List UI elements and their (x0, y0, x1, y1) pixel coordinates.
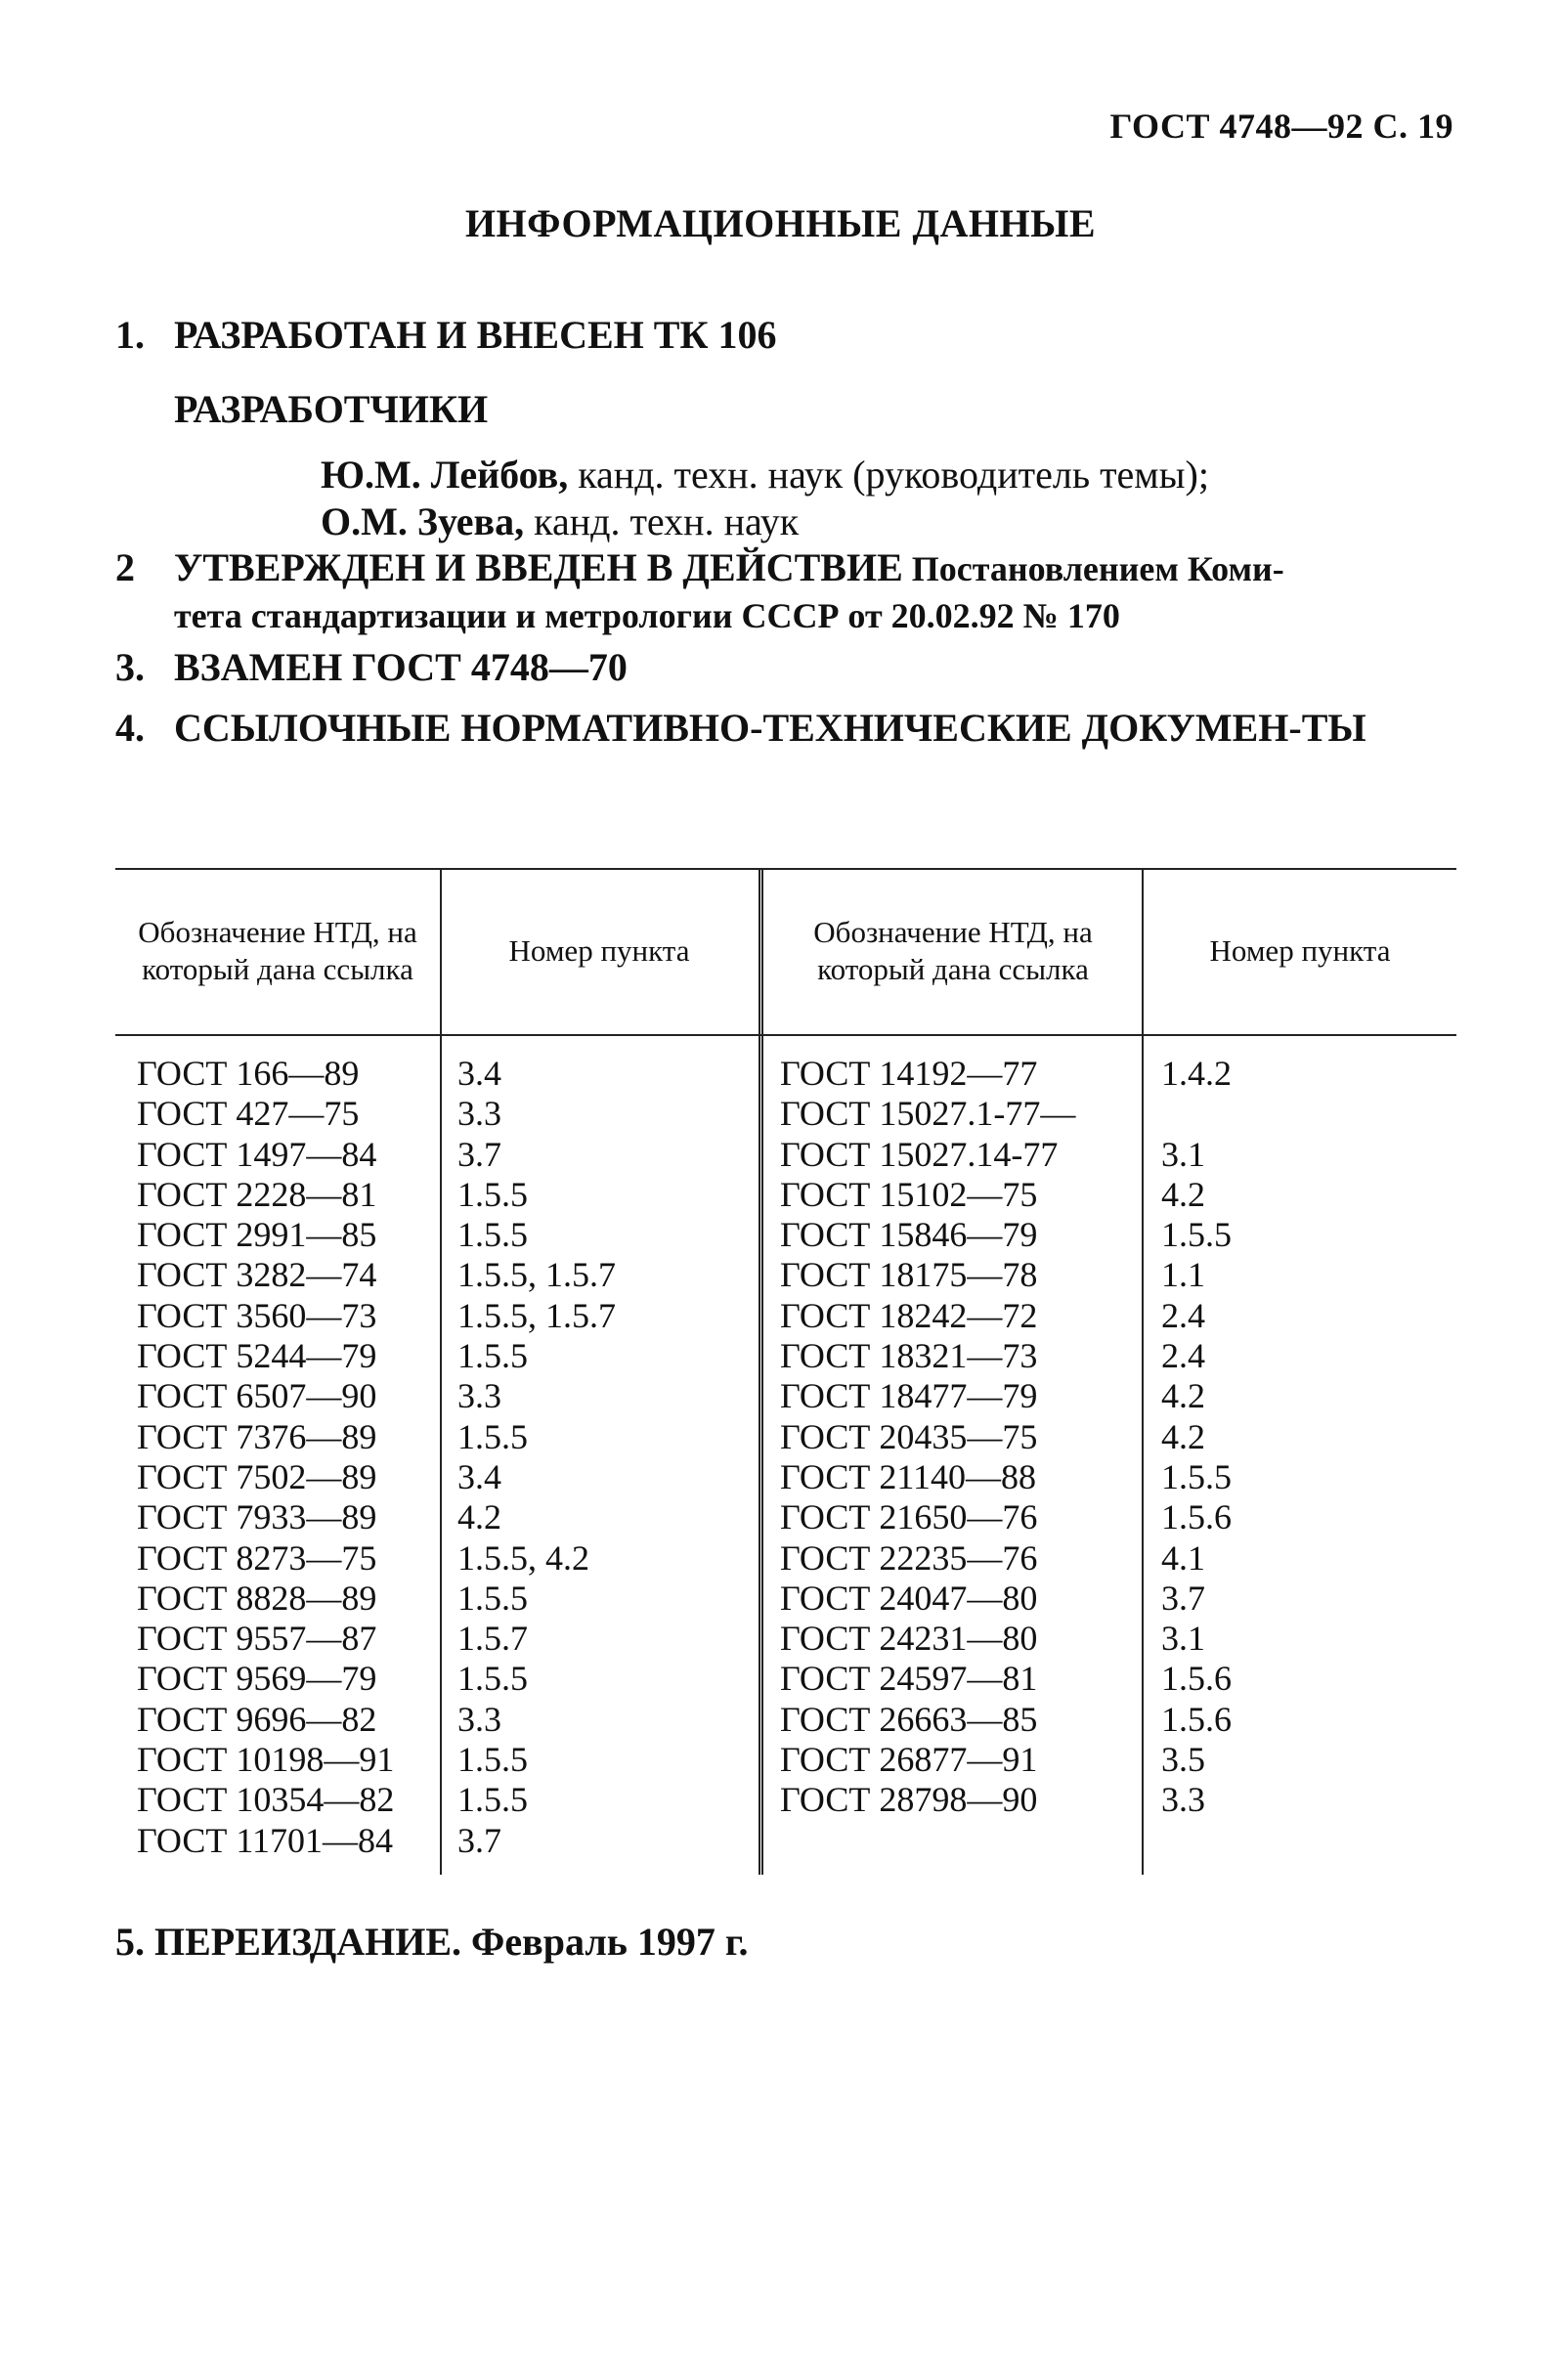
table-cell-item: 3.1 (1161, 1134, 1205, 1174)
table-cell-doc: ГОСТ 7933—89 (137, 1497, 377, 1537)
section-2-number: 2 (115, 545, 135, 589)
table-cell-item: 1.5.6 (1161, 1699, 1232, 1739)
table-cell-item: 1.5.5 (457, 1578, 528, 1618)
section-3 (115, 643, 1464, 692)
table-cell-item: 1.5.5 (457, 1416, 528, 1456)
table-cell-item: 1.5.7 (457, 1619, 528, 1659)
table-cell-item: 1.5.5 (457, 1740, 528, 1780)
section-4 (115, 704, 1464, 753)
table-cell-item: 1.5.5 (457, 1174, 528, 1214)
table-cell-doc: ГОСТ 3560—73 (137, 1295, 377, 1335)
section-3-text: ВЗАМЕН ГОСТ 4748—70 (174, 645, 628, 689)
table-cell-item: 3.3 (1161, 1780, 1205, 1820)
table-cell-doc: ГОСТ 15027.1-77— (780, 1094, 1076, 1134)
header-doc-right: Обозначение НТД, на который дана ссылка (813, 915, 1093, 986)
table-cell-item: 1.5.6 (1161, 1659, 1232, 1699)
table-cell-doc: ГОСТ 7502—89 (137, 1456, 377, 1496)
table-cell-item: 1.5.5, 1.5.7 (457, 1255, 616, 1295)
table-cell-doc: ГОСТ 24231—80 (780, 1619, 1038, 1659)
table-cell-doc: ГОСТ 21650—76 (780, 1497, 1038, 1537)
right-doc-column (780, 1054, 1075, 1821)
table-cell-item: 1.1 (1161, 1255, 1205, 1295)
table-cell-item: 4.1 (1161, 1537, 1205, 1578)
table-cell-doc: ГОСТ 26877—91 (780, 1740, 1038, 1780)
table-cell-item: 1.5.5 (457, 1336, 528, 1376)
section-3-number: 3. (115, 645, 145, 689)
table-cell-doc: ГОСТ 18242—72 (780, 1295, 1038, 1335)
developers-heading: РАЗРАБОТЧИКИ (174, 387, 489, 431)
table-cell-item: 1.5.5 (457, 1659, 528, 1699)
table-cell-item: 1.5.5 (457, 1215, 528, 1255)
table-cell-item: 3.3 (457, 1699, 501, 1739)
table-cell-item: 3.3 (457, 1376, 501, 1416)
table-cell-item: 1.5.6 (1161, 1497, 1232, 1537)
table-cell-item: 1.5.5 (457, 1780, 528, 1820)
table-cell-doc: ГОСТ 20435—75 (780, 1416, 1038, 1456)
section-1-number: 1. (115, 313, 145, 357)
table-cell-doc: ГОСТ 8828—89 (137, 1578, 377, 1618)
table-cell-item: 3.5 (1161, 1740, 1205, 1780)
right-item-column (1161, 1054, 1232, 1821)
table-cell-item: 1.5.5 (1161, 1215, 1232, 1255)
section-2-line-2: тета стандартизации и метрологии СССР от 20.02.92 № 170 (174, 596, 1120, 635)
section-2-bold: УТВЕРЖДЕН И ВВЕДЕН В ДЕЙСТВИЕ (174, 545, 903, 589)
section-4-number: 4. (115, 706, 145, 750)
table-cell-doc: ГОСТ 24597—81 (780, 1659, 1038, 1699)
left-doc-column (137, 1054, 394, 1861)
table-cell-doc: ГОСТ 15027.14-77 (780, 1134, 1059, 1174)
table-cell-item: 3.4 (457, 1456, 501, 1496)
developers-list (321, 452, 1464, 545)
page-title: ИНФОРМАЦИОННЫЕ ДАННЫЕ (464, 201, 1097, 245)
table-cell-doc: ГОСТ 1497—84 (137, 1134, 377, 1174)
table-header-rule (115, 1034, 1456, 1036)
section-4-text: ССЫЛОЧНЫЕ НОРМАТИВНО-ТЕХНИЧЕСКИЕ ДОКУМЕН-ТЫ (174, 706, 1366, 750)
table-cell-doc: ГОСТ 22235—76 (780, 1537, 1038, 1578)
table-cell-doc: ГОСТ 427—75 (137, 1094, 360, 1134)
table-cell-item: 3.7 (457, 1820, 501, 1860)
table-cell-item: 2.4 (1161, 1295, 1205, 1335)
table-cell-doc: ГОСТ 14192—77 (780, 1054, 1038, 1093)
table-cell-doc: ГОСТ 28798—90 (780, 1780, 1038, 1820)
table-cell-item (1161, 1094, 1232, 1134)
table-cell-item: 4.2 (1161, 1174, 1205, 1214)
developer-2-name: О.М. Зуева, (321, 499, 525, 543)
table-cell-item: 1.5.5 (1161, 1456, 1232, 1496)
section-1 (115, 311, 1464, 545)
section-5: 5. ПЕРЕИЗДАНИЕ. Февраль 1997 г. (115, 1920, 749, 1964)
table-cell-item: 1.5.5, 4.2 (457, 1537, 589, 1578)
table-cell-doc: ГОСТ 11701—84 (137, 1820, 394, 1860)
developer-2-details: канд. техн. наук (524, 499, 800, 543)
table-cell-doc: ГОСТ 5244—79 (137, 1336, 377, 1376)
table-cell-item: 3.7 (1161, 1578, 1205, 1618)
header-item-left: Номер пункта (508, 933, 690, 968)
table-cell-item: 3.7 (457, 1134, 501, 1174)
developer-1-details: канд. техн. наук (руководитель темы); (568, 453, 1209, 497)
table-cell-item: 4.2 (1161, 1416, 1205, 1456)
table-cell-doc: ГОСТ 10198—91 (137, 1740, 395, 1780)
table-cell-doc: ГОСТ 26663—85 (780, 1699, 1038, 1739)
table-cell-doc: ГОСТ 24047—80 (780, 1578, 1038, 1618)
table-cell-doc: ГОСТ 7376—89 (137, 1416, 377, 1456)
table-cell-doc: ГОСТ 18477—79 (780, 1376, 1038, 1416)
table-cell-doc: ГОСТ 2228—81 (137, 1174, 377, 1214)
section-2 (115, 543, 1464, 638)
table-cell-doc: ГОСТ 15846—79 (780, 1215, 1038, 1255)
header-item-right: Номер пункта (1209, 933, 1391, 968)
table-cell-doc: ГОСТ 6507—90 (137, 1376, 377, 1416)
table-cell-doc: ГОСТ 18321—73 (780, 1336, 1038, 1376)
left-item-column (457, 1054, 616, 1861)
table-cell-item: 4.2 (1161, 1376, 1205, 1416)
table-cell-doc: ГОСТ 9557—87 (137, 1619, 377, 1659)
table-cell-doc: ГОСТ 9696—82 (137, 1699, 377, 1739)
table-cell-doc: ГОСТ 3282—74 (137, 1255, 377, 1295)
table-cell-doc: ГОСТ 15102—75 (780, 1174, 1038, 1214)
table-cell-item: 3.4 (457, 1054, 501, 1093)
table-cell-doc: ГОСТ 2991—85 (137, 1215, 377, 1255)
table-cell-item: 3.3 (457, 1094, 501, 1134)
table-cell-item: 4.2 (457, 1497, 501, 1537)
table-cell-item: 1.5.5, 1.5.7 (457, 1295, 616, 1335)
developer-1-name: Ю.М. Лейбов, (321, 453, 569, 497)
page-header-reference: ГОСТ 4748—92 С. 19 (1109, 107, 1453, 146)
header-doc-left: Обозначение НТД, на который дана ссылка (138, 915, 417, 986)
table-cell-doc: ГОСТ 8273—75 (137, 1537, 377, 1578)
table-cell-doc: ГОСТ 18175—78 (780, 1255, 1038, 1295)
table-cell-doc: ГОСТ 9569—79 (137, 1659, 377, 1699)
table-cell-doc: ГОСТ 10354—82 (137, 1780, 395, 1820)
table-cell-item: 1.4.2 (1161, 1054, 1232, 1093)
table-cell-doc: ГОСТ 21140—88 (780, 1456, 1037, 1496)
table-cell-doc: ГОСТ 166—89 (137, 1054, 360, 1093)
table-cell-item: 3.1 (1161, 1619, 1205, 1659)
references-table (115, 868, 1456, 1875)
section-1-text: РАЗРАБОТАН И ВНЕСЕН ТК 106 (174, 313, 777, 357)
table-cell-item: 2.4 (1161, 1336, 1205, 1376)
section-2-rest: Постановлением Коми- (902, 549, 1284, 588)
table-center-divider (759, 868, 763, 1875)
